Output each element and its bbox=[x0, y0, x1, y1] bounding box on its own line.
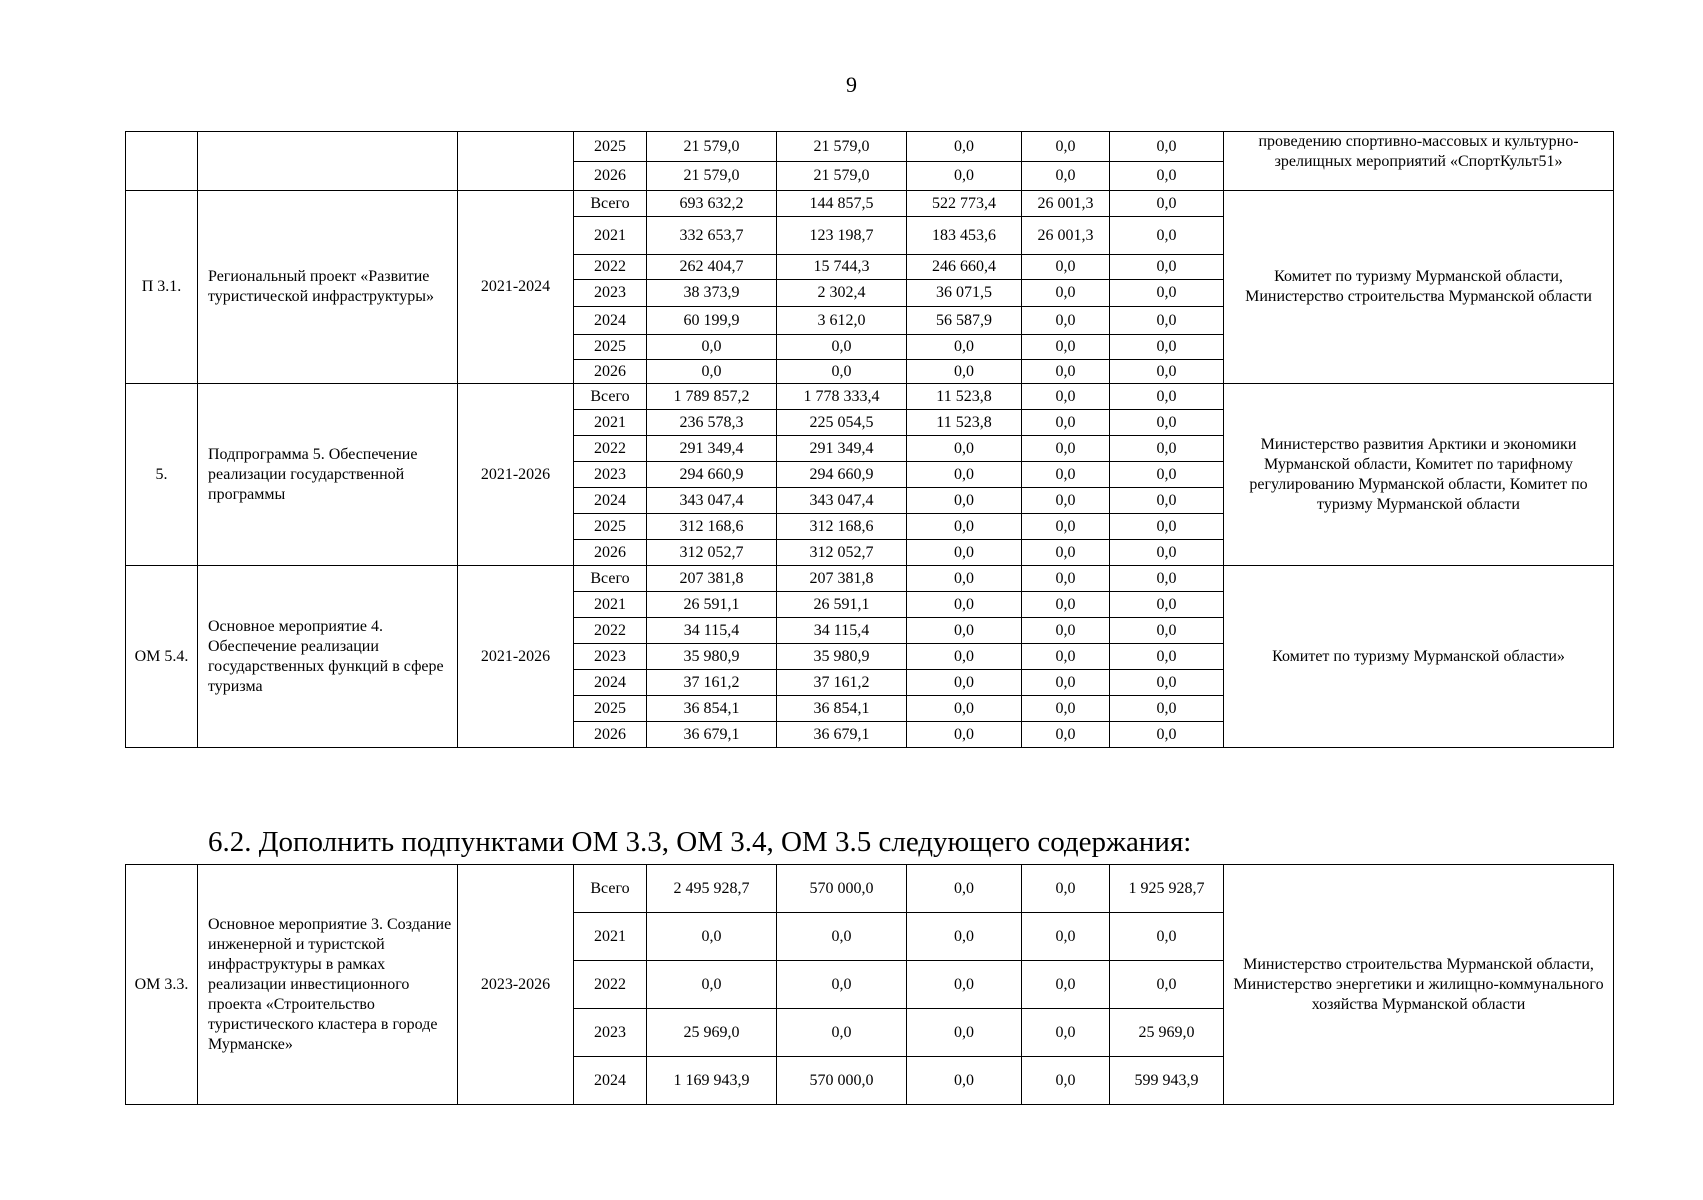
value-cell: 15 744,3 bbox=[777, 255, 907, 280]
value-cell: 0,0 bbox=[1110, 618, 1224, 644]
value-cell: 0,0 bbox=[907, 618, 1022, 644]
value-cell: 0,0 bbox=[1022, 696, 1110, 722]
value-cell: 0,0 bbox=[1022, 722, 1110, 748]
value-cell: 0,0 bbox=[1022, 566, 1110, 592]
period-cell-empty bbox=[458, 132, 574, 191]
value-cell: 0,0 bbox=[1110, 540, 1224, 566]
year-cell: 2022 bbox=[574, 961, 647, 1009]
value-cell: 0,0 bbox=[777, 335, 907, 360]
year-cell: 2023 bbox=[574, 644, 647, 670]
year-cell: 2024 bbox=[574, 488, 647, 514]
value-cell: 0,0 bbox=[1022, 618, 1110, 644]
year-cell: 2025 bbox=[574, 335, 647, 360]
value-cell: 0,0 bbox=[1022, 913, 1110, 961]
value-cell: 34 115,4 bbox=[647, 618, 777, 644]
value-cell: 693 632,2 bbox=[647, 191, 777, 217]
table-row bbox=[126, 191, 1614, 217]
period-cell: 2021-2026 bbox=[458, 566, 574, 748]
value-cell: 0,0 bbox=[907, 462, 1022, 488]
period-cell: 2021-2024 bbox=[458, 191, 574, 384]
value-cell: 0,0 bbox=[647, 360, 777, 384]
value-cell: 36 854,1 bbox=[647, 696, 777, 722]
value-cell: 0,0 bbox=[1110, 488, 1224, 514]
value-cell: 570 000,0 bbox=[777, 1057, 907, 1105]
value-cell: 56 587,9 bbox=[907, 307, 1022, 335]
financing-table-bottom bbox=[125, 864, 1614, 1105]
value-cell: 0,0 bbox=[907, 566, 1022, 592]
value-cell: 0,0 bbox=[1110, 566, 1224, 592]
value-cell: 0,0 bbox=[907, 670, 1022, 696]
value-cell: 599 943,9 bbox=[1110, 1057, 1224, 1105]
value-cell: 236 578,3 bbox=[647, 410, 777, 436]
year-cell: 2021 bbox=[574, 592, 647, 618]
value-cell: 183 453,6 bbox=[907, 217, 1022, 255]
value-cell: 3 612,0 bbox=[777, 307, 907, 335]
code-cell: ОМ 5.4. bbox=[126, 566, 198, 748]
value-cell: 21 579,0 bbox=[777, 132, 907, 162]
value-cell: 0,0 bbox=[1110, 436, 1224, 462]
value-cell: 262 404,7 bbox=[647, 255, 777, 280]
financing-table-top bbox=[125, 131, 1614, 748]
value-cell: 35 980,9 bbox=[777, 644, 907, 670]
value-cell: 36 679,1 bbox=[647, 722, 777, 748]
value-cell: 0,0 bbox=[1110, 360, 1224, 384]
page-number: 9 bbox=[846, 72, 857, 97]
value-cell: 26 591,1 bbox=[777, 592, 907, 618]
value-cell: 0,0 bbox=[1022, 384, 1110, 410]
value-cell: 0,0 bbox=[1022, 132, 1110, 162]
value-cell: 0,0 bbox=[907, 722, 1022, 748]
value-cell: 225 054,5 bbox=[777, 410, 907, 436]
code-cell: П 3.1. bbox=[126, 191, 198, 384]
value-cell: 0,0 bbox=[777, 1009, 907, 1057]
value-cell: 0,0 bbox=[1110, 696, 1224, 722]
value-cell: 0,0 bbox=[1110, 280, 1224, 307]
value-cell: 0,0 bbox=[1110, 961, 1224, 1009]
value-cell: 0,0 bbox=[1110, 132, 1224, 162]
value-cell: 0,0 bbox=[1022, 410, 1110, 436]
year-cell: 2022 bbox=[574, 436, 647, 462]
value-cell: 0,0 bbox=[1110, 191, 1224, 217]
year-cell: 2024 bbox=[574, 670, 647, 696]
value-cell: 26 001,3 bbox=[1022, 217, 1110, 255]
value-cell: 0,0 bbox=[647, 913, 777, 961]
name-cell: Основное мероприятие 4. Обеспечение реализации государственных функций в сфере туризма bbox=[198, 566, 458, 748]
value-cell: 0,0 bbox=[1022, 644, 1110, 670]
year-cell: Всего bbox=[574, 566, 647, 592]
period-cell: 2021-2026 bbox=[458, 384, 574, 566]
year-cell: 2022 bbox=[574, 618, 647, 644]
value-cell: 21 579,0 bbox=[647, 132, 777, 162]
value-cell: 0,0 bbox=[647, 961, 777, 1009]
value-cell: 0,0 bbox=[1110, 335, 1224, 360]
value-cell: 522 773,4 bbox=[907, 191, 1022, 217]
value-cell: 0,0 bbox=[1110, 384, 1224, 410]
value-cell: 0,0 bbox=[1022, 162, 1110, 191]
value-cell: 0,0 bbox=[1022, 961, 1110, 1009]
value-cell: 0,0 bbox=[1110, 410, 1224, 436]
value-cell: 0,0 bbox=[777, 961, 907, 1009]
year-cell: 2021 bbox=[574, 410, 647, 436]
year-cell: 2024 bbox=[574, 1057, 647, 1105]
year-cell: 2022 bbox=[574, 255, 647, 280]
value-cell: 0,0 bbox=[907, 540, 1022, 566]
year-cell: 2026 bbox=[574, 162, 647, 191]
value-cell: 207 381,8 bbox=[647, 566, 777, 592]
value-cell: 312 168,6 bbox=[777, 514, 907, 540]
name-cell-empty bbox=[198, 132, 458, 191]
value-cell: 0,0 bbox=[907, 514, 1022, 540]
value-cell: 0,0 bbox=[1110, 217, 1224, 255]
value-cell: 123 198,7 bbox=[777, 217, 907, 255]
value-cell: 0,0 bbox=[1110, 722, 1224, 748]
value-cell: 0,0 bbox=[907, 162, 1022, 191]
value-cell: 0,0 bbox=[907, 696, 1022, 722]
value-cell: 294 660,9 bbox=[647, 462, 777, 488]
year-cell: 2023 bbox=[574, 462, 647, 488]
value-cell: 0,0 bbox=[1022, 436, 1110, 462]
value-cell: 0,0 bbox=[647, 335, 777, 360]
value-cell: 0,0 bbox=[1022, 462, 1110, 488]
value-cell: 0,0 bbox=[1022, 1009, 1110, 1057]
value-cell: 343 047,4 bbox=[647, 488, 777, 514]
year-cell: 2026 bbox=[574, 360, 647, 384]
value-cell: 0,0 bbox=[1022, 307, 1110, 335]
value-cell: 312 168,6 bbox=[647, 514, 777, 540]
year-cell: 2025 bbox=[574, 696, 647, 722]
value-cell: 0,0 bbox=[1110, 592, 1224, 618]
responsible-cell: Министерство строительства Мурманской области, Министерство энергетики и жилищно-коммунального хозяйства Мурманской области bbox=[1224, 865, 1614, 1105]
code-cell-empty bbox=[126, 132, 198, 191]
value-cell: 36 854,1 bbox=[777, 696, 907, 722]
value-cell: 0,0 bbox=[907, 592, 1022, 618]
value-cell: 0,0 bbox=[1022, 592, 1110, 618]
value-cell: 294 660,9 bbox=[777, 462, 907, 488]
value-cell: 0,0 bbox=[907, 913, 1022, 961]
value-cell: 0,0 bbox=[1110, 644, 1224, 670]
value-cell: 0,0 bbox=[907, 1009, 1022, 1057]
value-cell: 0,0 bbox=[1110, 462, 1224, 488]
value-cell: 0,0 bbox=[907, 132, 1022, 162]
year-cell: 2025 bbox=[574, 514, 647, 540]
value-cell: 25 969,0 bbox=[1110, 1009, 1224, 1057]
value-cell: 0,0 bbox=[907, 1057, 1022, 1105]
value-cell: 0,0 bbox=[1022, 1057, 1110, 1105]
value-cell: 0,0 bbox=[1110, 307, 1224, 335]
value-cell: 246 660,4 bbox=[907, 255, 1022, 280]
year-cell: 2023 bbox=[574, 1009, 647, 1057]
value-cell: 11 523,8 bbox=[907, 410, 1022, 436]
value-cell: 1 169 943,9 bbox=[647, 1057, 777, 1105]
value-cell: 0,0 bbox=[907, 360, 1022, 384]
code-cell: 5. bbox=[126, 384, 198, 566]
value-cell: 291 349,4 bbox=[777, 436, 907, 462]
value-cell: 312 052,7 bbox=[647, 540, 777, 566]
value-cell: 343 047,4 bbox=[777, 488, 907, 514]
year-cell: 2025 bbox=[574, 132, 647, 162]
year-cell: 2023 bbox=[574, 280, 647, 307]
value-cell: 26 591,1 bbox=[647, 592, 777, 618]
responsible-cell: Комитет по туризму Мурманской области, Министерство строительства Мурманской области bbox=[1224, 191, 1614, 384]
value-cell: 37 161,2 bbox=[647, 670, 777, 696]
value-cell: 0,0 bbox=[1022, 865, 1110, 913]
value-cell: 36 071,5 bbox=[907, 280, 1022, 307]
value-cell: 0,0 bbox=[907, 488, 1022, 514]
name-cell: Региональный проект «Развитие туристической инфраструктуры» bbox=[198, 191, 458, 384]
table-row bbox=[126, 566, 1614, 592]
year-cell: 2021 bbox=[574, 913, 647, 961]
value-cell: 144 857,5 bbox=[777, 191, 907, 217]
period-cell: 2023-2026 bbox=[458, 865, 574, 1105]
responsible-cell: проведению спортивно-массовых и культурно-зрелищных мероприятий «СпортКульт51» bbox=[1224, 132, 1614, 191]
value-cell: 0,0 bbox=[777, 360, 907, 384]
name-cell: Подпрограмма 5. Обеспечение реализации государственной программы bbox=[198, 384, 458, 566]
value-cell: 0,0 bbox=[907, 335, 1022, 360]
name-cell: Основное мероприятие 3. Создание инженерной и туристской инфраструктуры в рамках реализации инвестиционного проекта «Строительство туристического кластера в городе Мурманске» bbox=[198, 865, 458, 1105]
value-cell: 0,0 bbox=[907, 644, 1022, 670]
value-cell: 21 579,0 bbox=[647, 162, 777, 191]
value-cell: 0,0 bbox=[1110, 255, 1224, 280]
year-cell: 2026 bbox=[574, 540, 647, 566]
value-cell: 21 579,0 bbox=[777, 162, 907, 191]
value-cell: 0,0 bbox=[1110, 913, 1224, 961]
value-cell: 0,0 bbox=[1022, 488, 1110, 514]
table-row bbox=[126, 865, 1614, 913]
value-cell: 1 925 928,7 bbox=[1110, 865, 1224, 913]
value-cell: 1 778 333,4 bbox=[777, 384, 907, 410]
value-cell: 0,0 bbox=[1110, 670, 1224, 696]
value-cell: 570 000,0 bbox=[777, 865, 907, 913]
value-cell: 60 199,9 bbox=[647, 307, 777, 335]
value-cell: 26 001,3 bbox=[1022, 191, 1110, 217]
value-cell: 0,0 bbox=[1022, 280, 1110, 307]
value-cell: 0,0 bbox=[777, 913, 907, 961]
value-cell: 332 653,7 bbox=[647, 217, 777, 255]
year-cell: 2021 bbox=[574, 217, 647, 255]
value-cell: 1 789 857,2 bbox=[647, 384, 777, 410]
value-cell: 0,0 bbox=[1110, 162, 1224, 191]
responsible-cell: Министерство развития Арктики и экономики Мурманской области, Комитет по тарифному регулированию Мурманской области, Комитет по туризму Мурманской области bbox=[1224, 384, 1614, 566]
table-row bbox=[126, 132, 1614, 162]
year-cell: Всего bbox=[574, 865, 647, 913]
code-cell: ОМ 3.3. bbox=[126, 865, 198, 1105]
value-cell: 0,0 bbox=[1022, 514, 1110, 540]
value-cell: 11 523,8 bbox=[907, 384, 1022, 410]
section-heading: 6.2. Дополнить подпунктами ОМ 3.3, ОМ 3.4, ОМ 3.5 следующего содержания: bbox=[208, 826, 1192, 858]
year-cell: Всего bbox=[574, 384, 647, 410]
value-cell: 37 161,2 bbox=[777, 670, 907, 696]
value-cell: 312 052,7 bbox=[777, 540, 907, 566]
value-cell: 34 115,4 bbox=[777, 618, 907, 644]
value-cell: 2 302,4 bbox=[777, 280, 907, 307]
value-cell: 291 349,4 bbox=[647, 436, 777, 462]
value-cell: 35 980,9 bbox=[647, 644, 777, 670]
value-cell: 0,0 bbox=[1022, 360, 1110, 384]
table-row bbox=[126, 384, 1614, 410]
value-cell: 25 969,0 bbox=[647, 1009, 777, 1057]
value-cell: 36 679,1 bbox=[777, 722, 907, 748]
value-cell: 0,0 bbox=[1022, 335, 1110, 360]
responsible-cell: Комитет по туризму Мурманской области» bbox=[1224, 566, 1614, 748]
value-cell: 0,0 bbox=[907, 961, 1022, 1009]
value-cell: 0,0 bbox=[1022, 670, 1110, 696]
year-cell: 2024 bbox=[574, 307, 647, 335]
year-cell: Всего bbox=[574, 191, 647, 217]
value-cell: 0,0 bbox=[907, 865, 1022, 913]
value-cell: 207 381,8 bbox=[777, 566, 907, 592]
value-cell: 0,0 bbox=[1022, 540, 1110, 566]
value-cell: 0,0 bbox=[1110, 514, 1224, 540]
year-cell: 2026 bbox=[574, 722, 647, 748]
value-cell: 38 373,9 bbox=[647, 280, 777, 307]
value-cell: 2 495 928,7 bbox=[647, 865, 777, 913]
value-cell: 0,0 bbox=[1022, 255, 1110, 280]
value-cell: 0,0 bbox=[907, 436, 1022, 462]
